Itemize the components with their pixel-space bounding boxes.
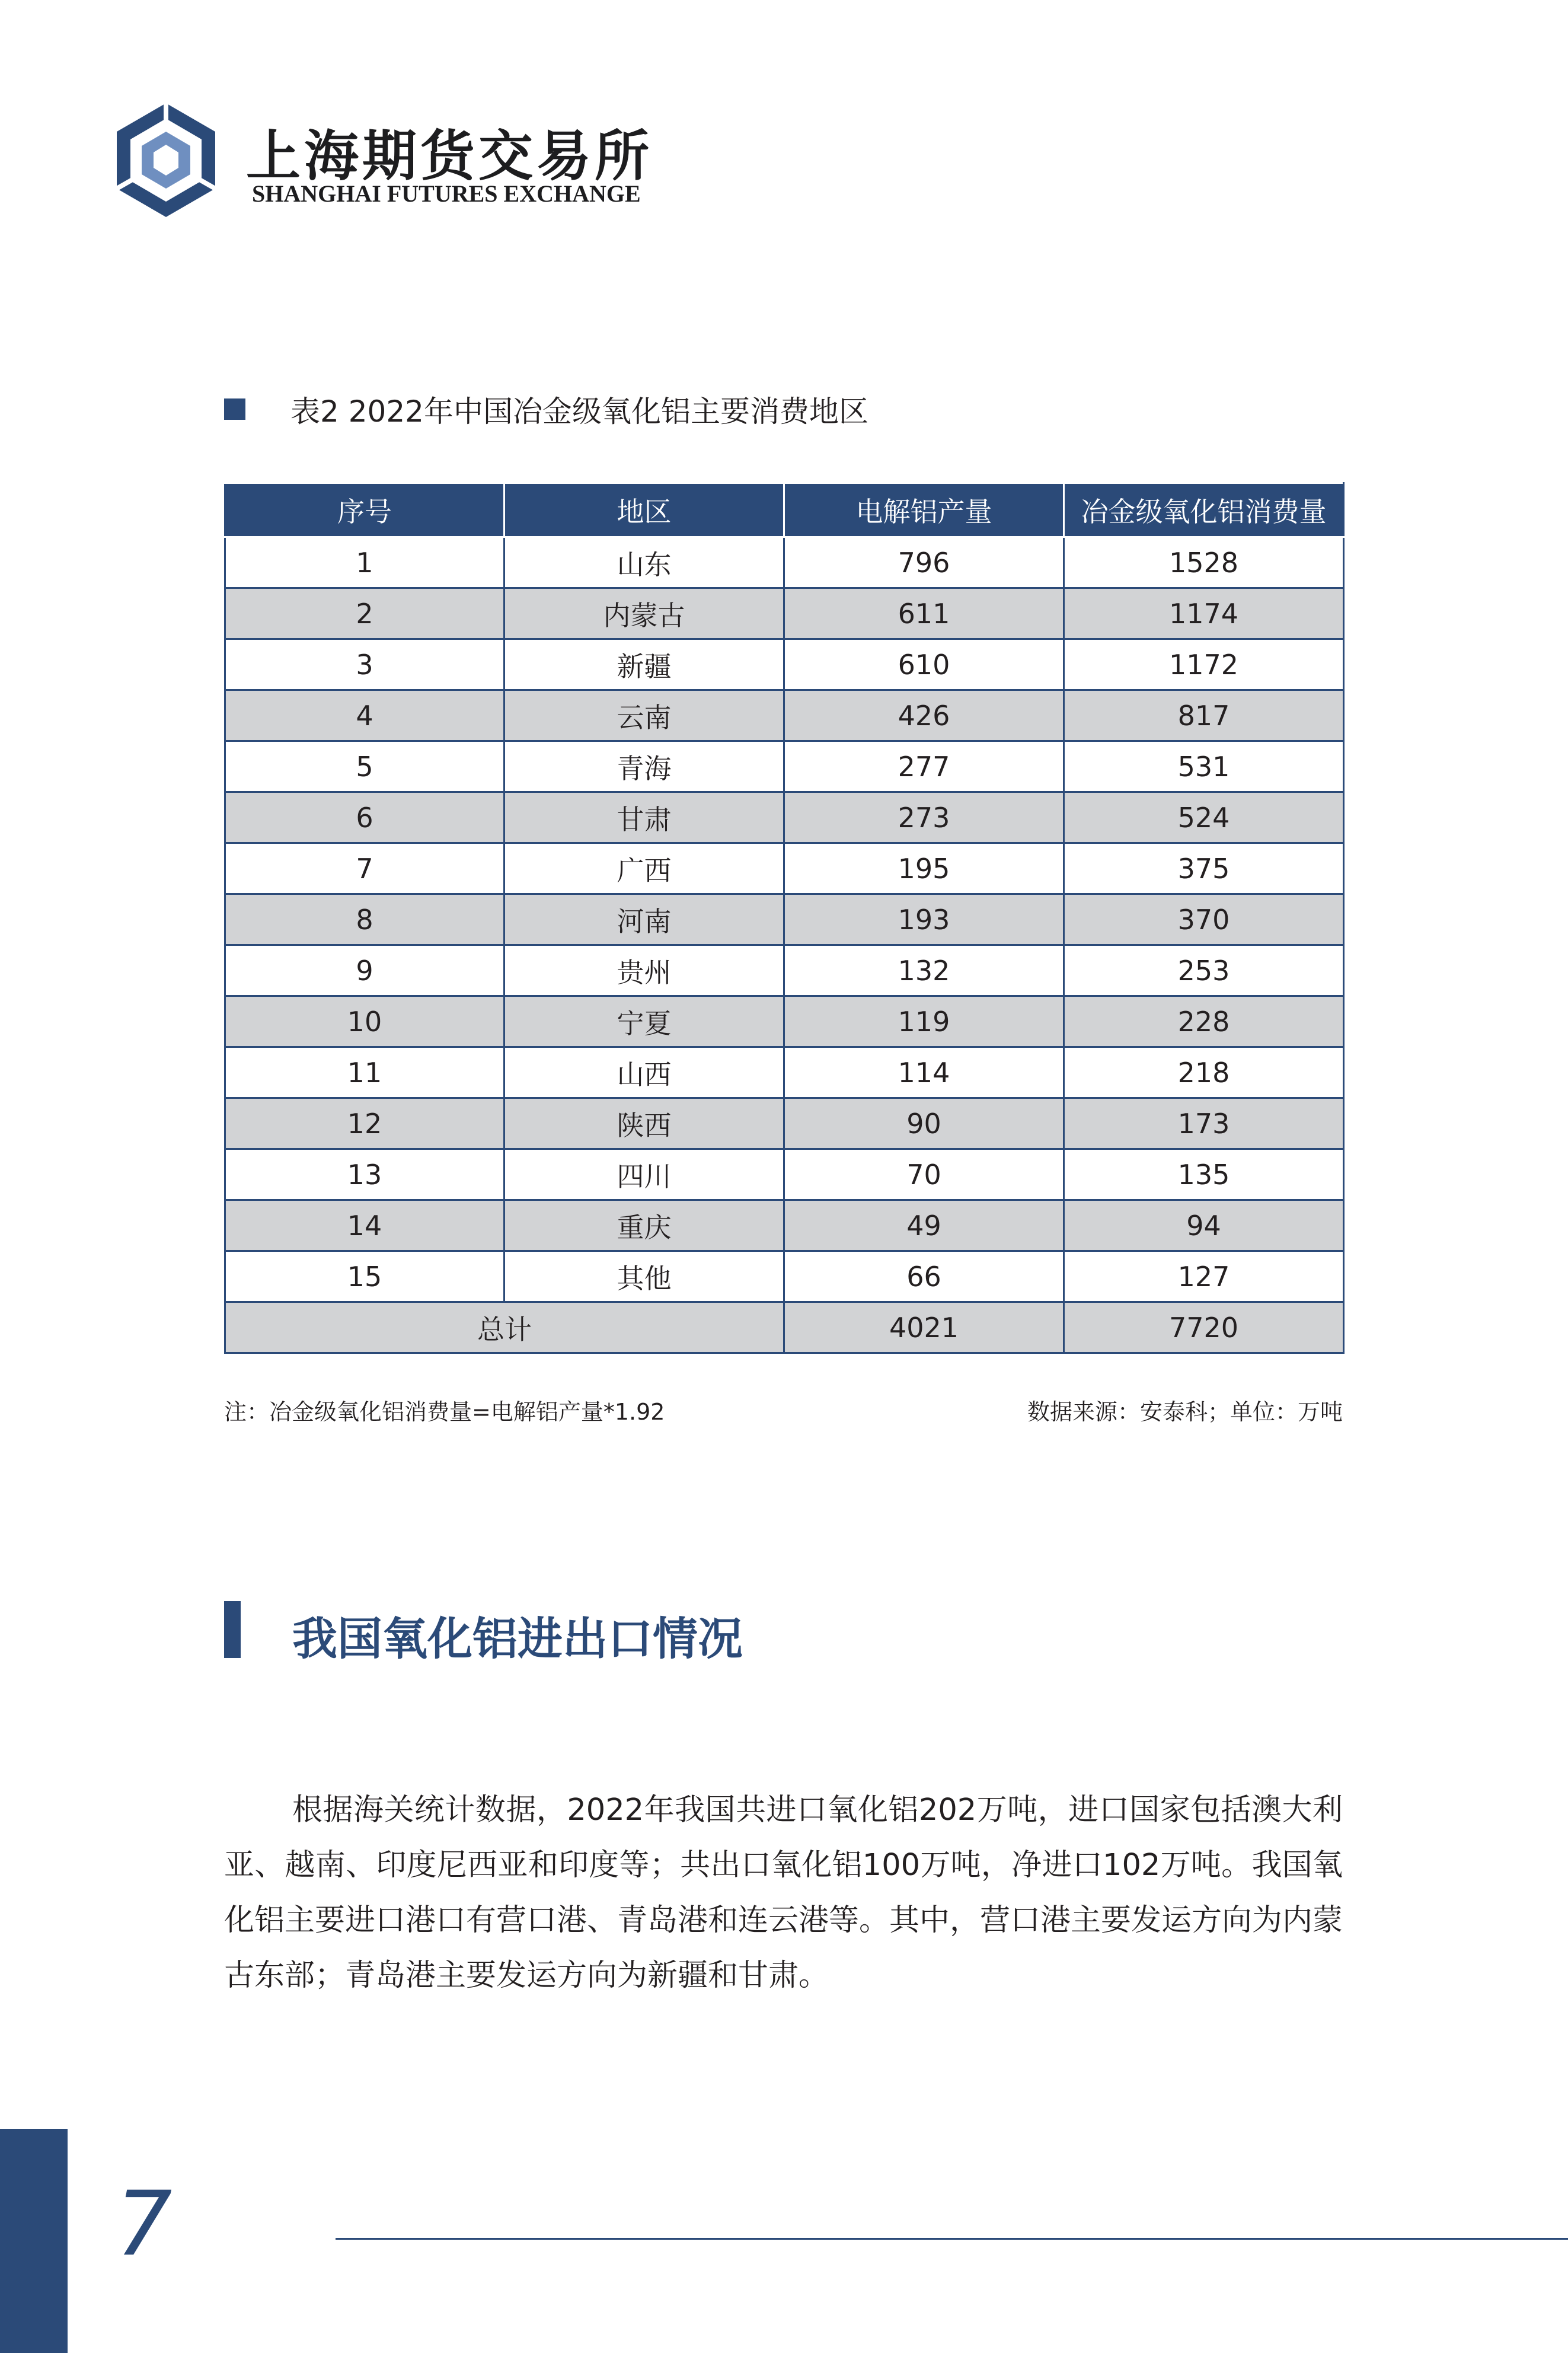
cell-consumption: 173 [1064,1098,1344,1149]
cell-region: 甘肃 [504,792,784,843]
table-header-row [225,483,1344,537]
cell-consumption: 370 [1064,894,1344,945]
cell-production: 426 [784,690,1064,741]
page-header [107,101,653,219]
table-row [225,741,1344,792]
cell-consumption: 1174 [1064,588,1344,639]
cell-region: 青海 [504,741,784,792]
cell-index: 12 [225,1098,504,1149]
body-paragraph: 根据海关统计数据，2022年我国共进口氧化铝202万吨，进口国家包括澳大利亚、越南、印度尼西亚和印度等；共出口氧化铝100万吨，净进口102万吨。我国氧化铝主要进口港口有营口港、青岛港和连云港等。其中，营口港主要发运方向为内蒙古东部；青岛港主要发运方向为新疆和甘肃。 [224,1793,1343,1993]
cell-consumption: 817 [1064,690,1344,741]
cell-production: 132 [784,945,1064,996]
table-row [225,1098,1344,1149]
cell-production: 796 [784,537,1064,588]
table-row [225,690,1344,741]
cell-production: 114 [784,1047,1064,1098]
column-header-region: 地区 [504,483,784,537]
footer-rule [336,2238,1568,2240]
table-row [225,996,1344,1047]
shfe-logo-icon [107,101,225,219]
cell-region: 山西 [504,1047,784,1098]
table-row [225,843,1344,894]
caption-square-icon [224,398,245,420]
page-number-band [0,2129,68,2353]
cell-consumption: 375 [1064,843,1344,894]
total-label: 总计 [225,1302,784,1353]
table-note: 注：冶金级氧化铝消费量=电解铝产量*1.92 [224,1399,665,1425]
cell-region: 内蒙古 [504,588,784,639]
table-row [225,588,1344,639]
cell-index: 11 [225,1047,504,1098]
cell-consumption: 94 [1064,1200,1344,1251]
total-consumption: 7720 [1064,1302,1344,1353]
consumption-table [224,482,1345,1354]
cell-index: 5 [225,741,504,792]
cell-consumption: 1528 [1064,537,1344,588]
table-caption-text: 表2 2022年中国冶金级氧化铝主要消费地区 [290,394,868,429]
cell-index: 6 [225,792,504,843]
table-row [225,945,1344,996]
cell-consumption: 1172 [1064,639,1344,690]
column-header-index: 序号 [225,483,504,537]
cell-region: 宁夏 [504,996,784,1047]
table-total-row [225,1302,1344,1353]
page-number: 7 [116,2173,173,2276]
table-row [225,1251,1344,1302]
table-row [225,1047,1344,1098]
cell-region: 新疆 [504,639,784,690]
cell-consumption: 127 [1064,1251,1344,1302]
table-row [225,639,1344,690]
cell-consumption: 135 [1064,1149,1344,1200]
cell-index: 1 [225,537,504,588]
cell-production: 610 [784,639,1064,690]
cell-index: 10 [225,996,504,1047]
cell-consumption: 253 [1064,945,1344,996]
cell-production: 273 [784,792,1064,843]
cell-consumption: 524 [1064,792,1344,843]
total-production: 4021 [784,1302,1064,1353]
cell-region: 陕西 [504,1098,784,1149]
logo-english-name: SHANGHAI FUTURES EXCHANGE [252,180,641,207]
cell-production: 66 [784,1251,1064,1302]
table-row [225,1149,1344,1200]
cell-consumption: 531 [1064,741,1344,792]
cell-index: 7 [225,843,504,894]
cell-production: 49 [784,1200,1064,1251]
column-header-production: 电解铝产量 [784,483,1064,537]
cell-production: 193 [784,894,1064,945]
cell-production: 90 [784,1098,1064,1149]
table-row [225,792,1344,843]
cell-production: 119 [784,996,1064,1047]
cell-index: 4 [225,690,504,741]
table-caption [224,391,868,427]
cell-consumption: 218 [1064,1047,1344,1098]
cell-index: 15 [225,1251,504,1302]
table-row [225,894,1344,945]
section-title: 我国氧化铝进出口情况 [292,1612,743,1665]
cell-region: 其他 [504,1251,784,1302]
cell-region: 四川 [504,1149,784,1200]
cell-region: 重庆 [504,1200,784,1251]
cell-index: 14 [225,1200,504,1251]
cell-production: 277 [784,741,1064,792]
cell-production: 70 [784,1149,1064,1200]
table-source: 数据来源：安泰科；单位：万吨 [1027,1399,1343,1425]
column-header-consumption: 冶金级氧化铝消费量 [1064,483,1344,537]
cell-region: 河南 [504,894,784,945]
cell-region: 贵州 [504,945,784,996]
cell-consumption: 228 [1064,996,1344,1047]
cell-production: 195 [784,843,1064,894]
table-row [225,1200,1344,1251]
section-heading-bar [224,1601,241,1658]
cell-index: 2 [225,588,504,639]
cell-region: 云南 [504,690,784,741]
cell-region: 山东 [504,537,784,588]
cell-production: 611 [784,588,1064,639]
table-row [225,537,1344,588]
cell-index: 3 [225,639,504,690]
cell-index: 9 [225,945,504,996]
cell-index: 13 [225,1149,504,1200]
logo-chinese-name: 上海期货交易所 [246,124,653,188]
cell-region: 广西 [504,843,784,894]
cell-index: 8 [225,894,504,945]
